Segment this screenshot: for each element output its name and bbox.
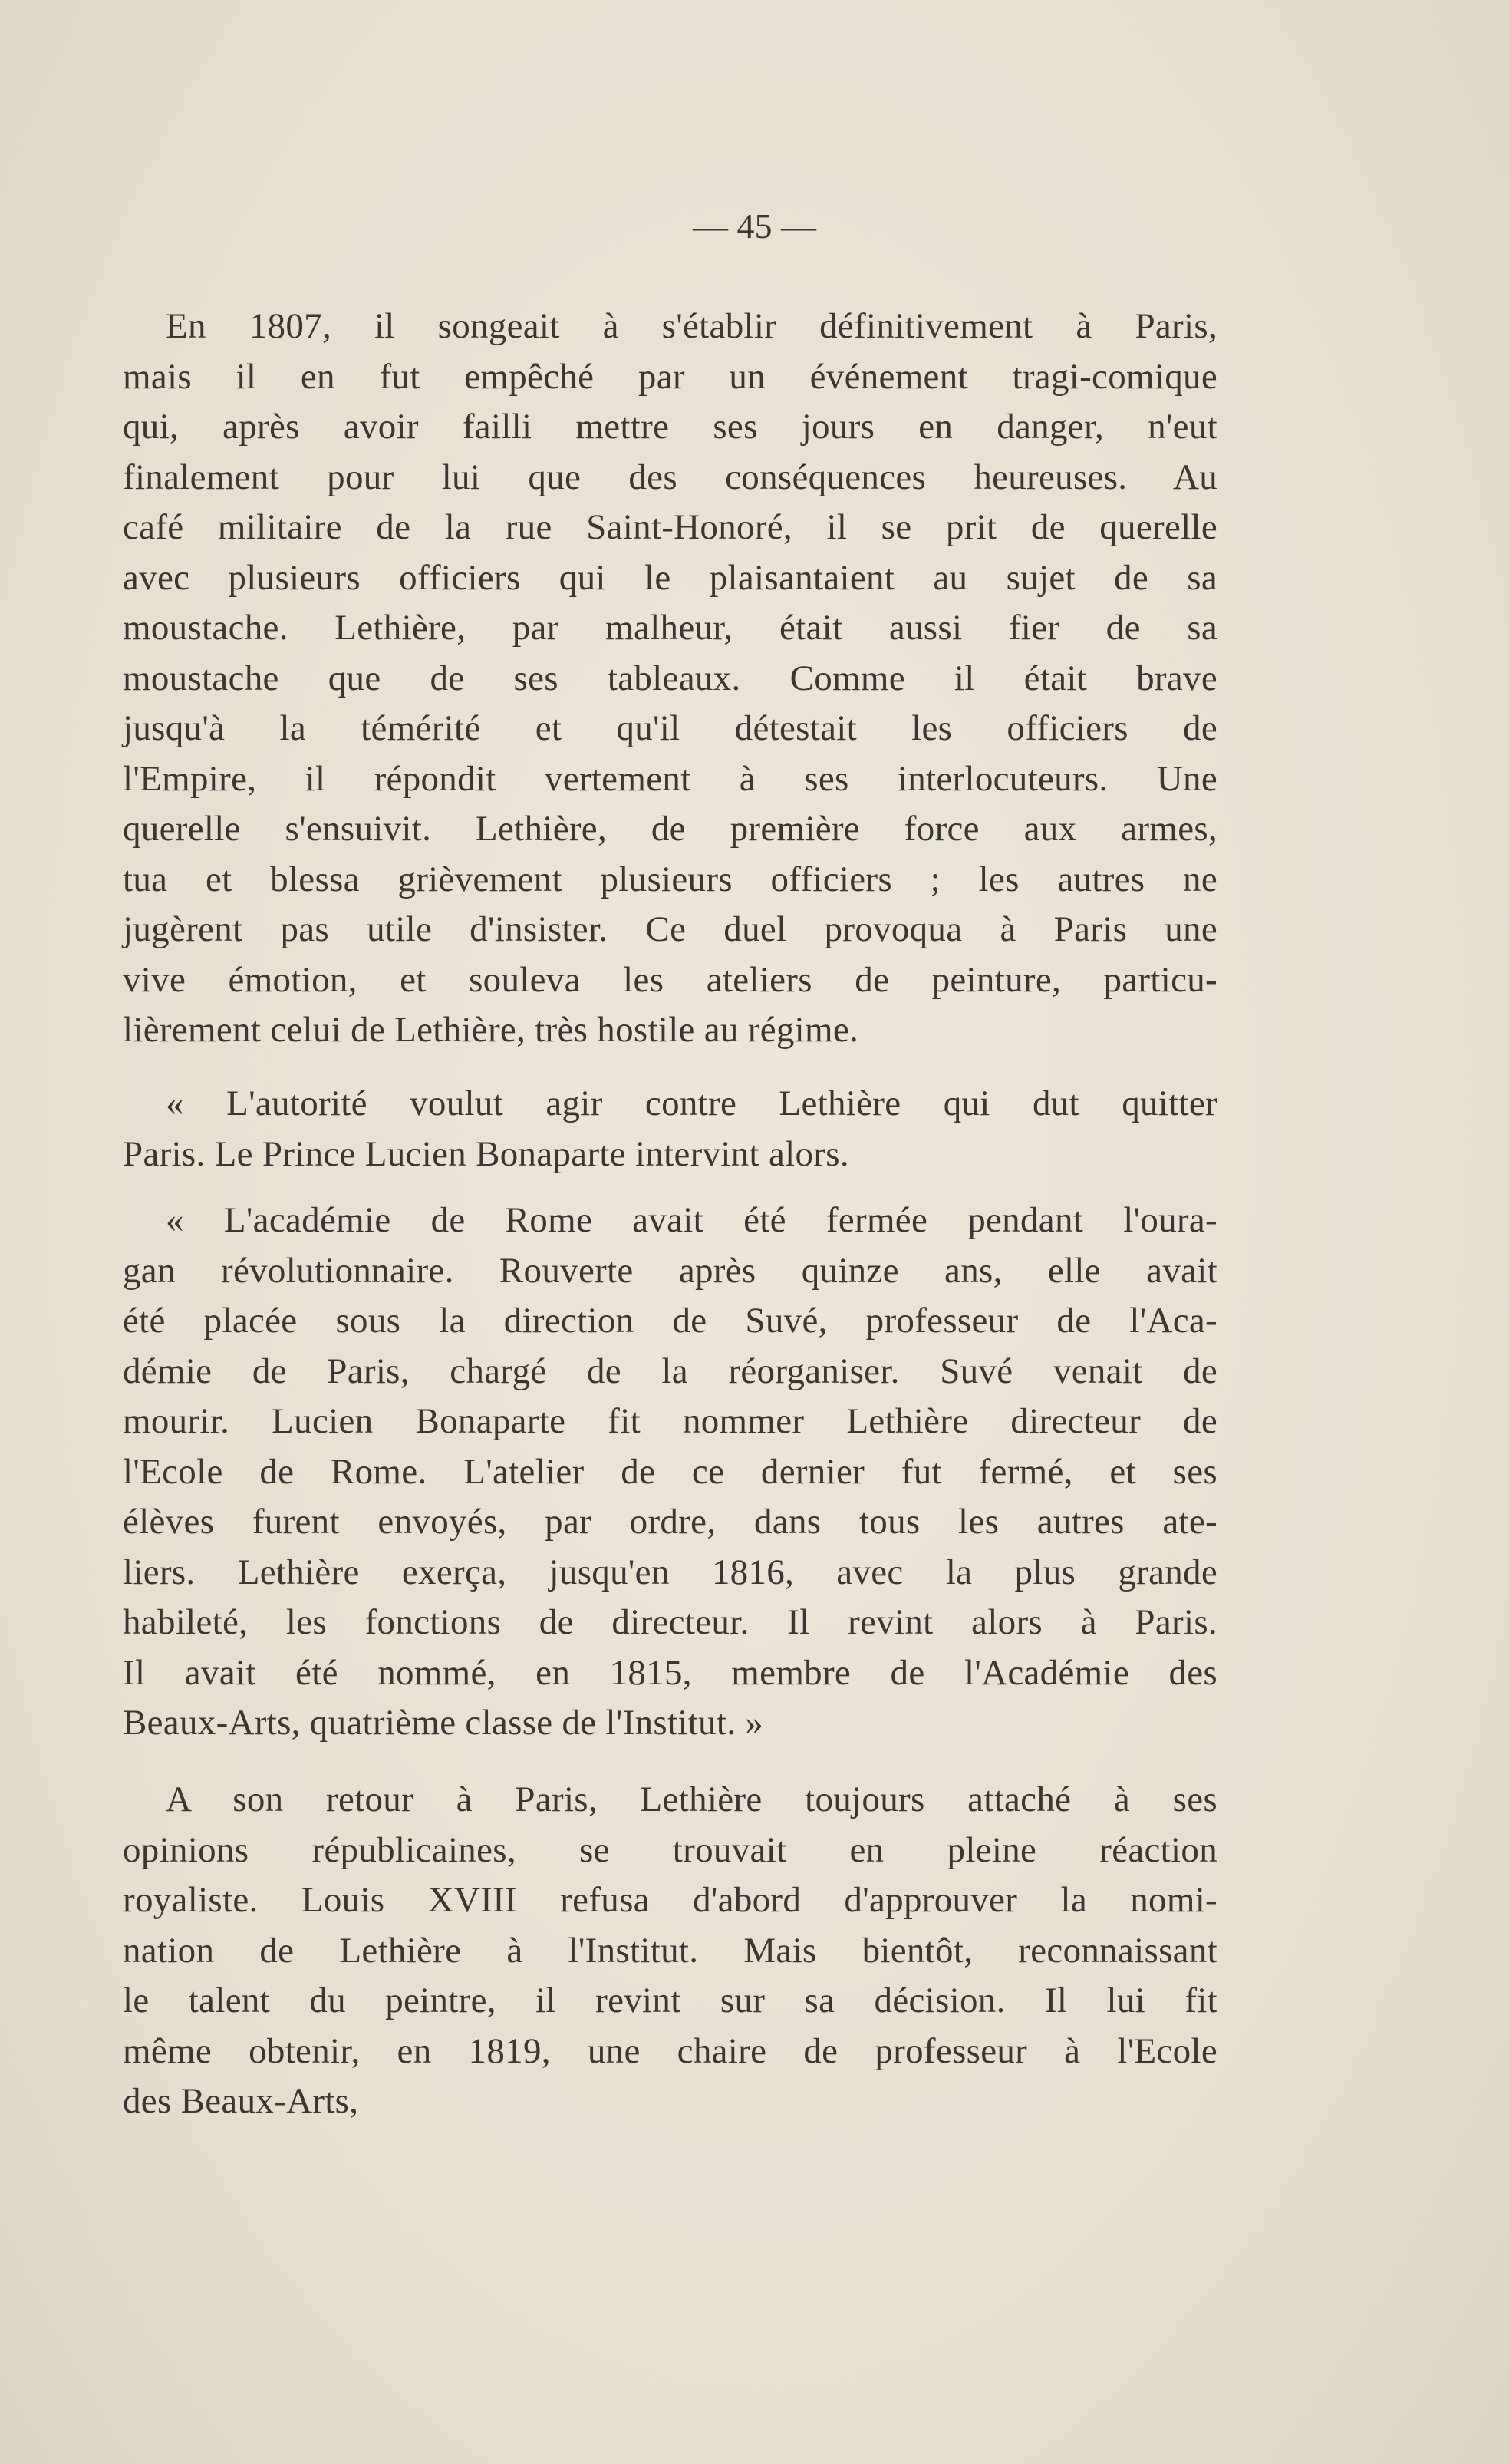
text-line: nation de Lethière à l'Institut. Mais bientôt, reconnaissant: [123, 1930, 1217, 1971]
text-line: avec plusieurs officiers qui le plaisantaient au sujet de sa: [123, 557, 1217, 598]
text-line: habileté, les fonctions de directeur. Il revint alors à Paris.: [123, 1602, 1217, 1642]
text-line: tua et blessa grièvement plusieurs officiers ; les autres ne: [123, 859, 1217, 899]
text-line: café militaire de la rue Saint-Honoré, il se prit de querelle: [123, 507, 1217, 547]
text-line: « L'académie de Rome avait été fermée pendant l'oura-: [166, 1200, 1217, 1240]
text-line: jusqu'à la témérité et qu'il détestait les officiers de: [123, 708, 1217, 748]
text-line: En 1807, il songeait à s'établir définitivement à Paris,: [166, 306, 1217, 346]
paragraph-3: [123, 1196, 1217, 1749]
text-line: liers. Lethière exerça, jusqu'en 1816, avec la plus grande: [123, 1552, 1217, 1592]
text-line: vive émotion, et souleva les ateliers de peinture, particu-: [123, 959, 1217, 1000]
text-line: qui, après avoir failli mettre ses jours en danger, n'eut: [123, 407, 1217, 447]
page-number: — 45 —: [693, 206, 816, 246]
text-line: moustache que de ses tableaux. Comme il était brave: [123, 658, 1217, 698]
text-line: Beaux-Arts, quatrième classe de l'Institut. »: [123, 1703, 764, 1743]
text-line: démie de Paris, chargé de la réorganiser. Suvé venait de: [123, 1351, 1217, 1391]
text-line: gan révolutionnaire. Rouverte après quinze ans, elle avait: [123, 1250, 1217, 1291]
text-line: « L'autorité voulut agir contre Lethière qui dut quitter: [166, 1084, 1217, 1123]
text-line: finalement pour lui que des conséquences heureuses. Au: [123, 457, 1217, 497]
paragraph-4: [123, 1775, 1217, 2127]
text-line: moustache. Lethière, par malheur, était aussi fier de sa: [123, 608, 1217, 648]
text-line: Il avait été nommé, en 1815, membre de l'Académie des: [123, 1652, 1217, 1693]
text-line: mourir. Lucien Bonaparte fit nommer Lethière directeur de: [123, 1401, 1217, 1441]
paragraph-1: [123, 302, 1217, 1056]
text-line: l'Ecole de Rome. L'atelier de ce dernier fut fermé, et ses: [123, 1451, 1217, 1492]
paragraph-2: [123, 1079, 1217, 1179]
text-line: élèves furent envoyés, par ordre, dans tous les autres ate-: [123, 1502, 1217, 1542]
text-line: été placée sous la direction de Suvé, professeur de l'Aca-: [123, 1301, 1217, 1341]
text-line: des Beaux-Arts,: [123, 2081, 359, 2121]
text-line: l'Empire, il répondit vertement à ses interlocuteurs. Une: [123, 758, 1217, 799]
text-line: mais il en fut empêché par un événement tragi-comique: [123, 356, 1217, 397]
text-line: opinions républicaines, se trouvait en pleine réaction: [123, 1829, 1217, 1870]
text-line: A son retour à Paris, Lethière toujours attaché à ses: [166, 1780, 1217, 1819]
text-line: même obtenir, en 1819, une chaire de professeur à l'Ecole: [123, 2030, 1217, 2071]
text-line: Paris. Le Prince Lucien Bonaparte intervint alors.: [123, 1133, 849, 1174]
text-line: querelle s'ensuivit. Lethière, de première force aux armes,: [123, 809, 1217, 849]
text-line: jugèrent pas utile d'insister. Ce duel provoqua à Paris une: [123, 909, 1217, 949]
text-line: le talent du peintre, il revint sur sa décision. Il lui fit: [123, 1981, 1217, 2020]
text-line: royaliste. Louis XVIII refusa d'abord d'approuver la nomi-: [123, 1880, 1217, 1920]
text-line: lièrement celui de Lethière, très hostile au régime.: [123, 1010, 859, 1050]
